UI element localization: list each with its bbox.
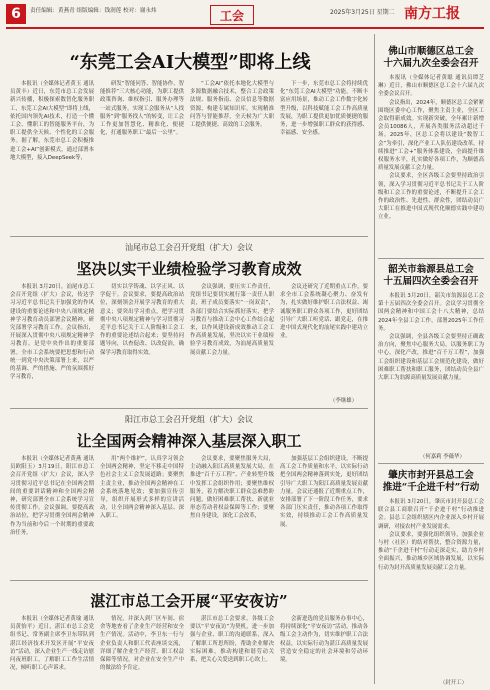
divider <box>10 580 368 581</box>
article2-col2: 切实以学铸魂、以学正风、以学促干。会议要求，要提高政治站位，深刻领会开展学习教育的重大意义；要突出学习重点，把学习贯彻中央八项规定精神与学习贯彻习近平总书记关于工人阶级和工会工作的重要论述结合起来；要坚持问题导向，以查促改、以改促治，确保学习教育取得实效。 <box>100 284 184 356</box>
side2-body: 本报讯 3月20日，韶关市翁源县总工会第十五届四次全委会召开。会议学习贯彻全国两会精神和中国工会十八大精神，总结2024年全县工会工作，部署2025年工作任务。 会议强调，全县各级工会要坚持正确政治方向，聚焦中心服务大局，以服务职工为中心，深化产改，推进“百千万工程”，加强工会组织建设和基层工会规范化建设，做好困难职工帮扶和职工服务，团结动员全县广大职工为翁源高质量发展贡献力量。 <box>378 293 484 382</box>
article3-col4: 加强基层工会组织建设，不断提高工会工作质量和水平，以实际行动把全国两会精神落到实处，更好团结引导广大职工为阳江高质量发展贡献力量。会议还通报了近期重点工作，安排部署了下一阶段工作任务，要求各部门压实责任，推动各项工作取得实效，持续推动工会工作高质量发展。 <box>280 456 368 528</box>
article3-source: 阳江市总工会召开党组（扩大）会议 <box>125 415 253 424</box>
article1-title: “东莞工会AI大模型”即将上线 <box>69 52 311 73</box>
article3-title: 让全国两会精神深入基层深入职工 <box>76 432 302 450</box>
article2-author: （李继雄） <box>330 398 357 404</box>
page-header <box>0 0 490 36</box>
divider <box>378 463 484 464</box>
article3-col2: 用“两个维护”，认真学习领会全国两会精神，坚定不移走中国特色社会主义工会发展道路；要聚焦主责主业，推动全国两会精神在工会系统落地见效；要加强宣传引导，组织开展形式多样的宣讲活动，让全国两会精神深入基层、深入职工。 <box>100 456 184 520</box>
article2-col3: 会议强调，要压实工作责任，党组书记要切实履行第一责任人职责，班子成员要落实“一岗双责”，各部门要结合实际抓好落实，把学习教育与推动工会中心工作结合起来，以作风建设新成效推动工会工作高质量发展，坚决以实干业绩检验学习教育成效，为汕尾高质量发展贡献工会力量。 <box>190 284 274 356</box>
article4-col2: 情况，并深入到厂区车间、宿舍等地查看了企业生产经营和安全生产情况。活动中，李卫东一行与企业负责人和职工代表座谈交流，详细了解企业生产经营、职工权益保障等情况，对企业在安全生产中的做法给予肯定。 <box>100 616 184 672</box>
article4-col1: 本报讯（全媒体记者黄瑜 通讯员黄怡平）近日，湛江市总工会党组书记、常务副主席李卫东带队到湛江经济技术开发区开展“平安夜访”活动，深入企业生产一线走访慰问夜班职工，了解职工工作生活情况，倾听职工心声诉求。 <box>10 616 94 672</box>
editor-credits: 责任编辑：黄燕青 组版编辑：钱润莲 校对：谢永炜 <box>30 8 157 14</box>
section-label: 工会 <box>210 5 254 25</box>
publication-date: 2025年3月25日 星期二 <box>330 9 395 16</box>
masthead-logo: 南方工报 <box>404 6 460 22</box>
article3-col1: 本报讯（全媒体记者黄燕 通讯员欧阳玉）3月19日，阳江市总工会召开党组（扩大）会议，深入学习贯彻习近平总书记在全国两会期间的重要讲话精神和全国两会精神，研究部署全市工会系统学习宣传贯彻工作。会议强调，要提高政治站位，把学习贯彻全国两会精神作为当前和今后一个时期的重要政治任务， <box>10 456 94 536</box>
article1-col2: 研发“智能问答、智能协作、智能推荐”三大核心功能，为职工提供政策咨询、维权指引、服务办理等一站式服务，实现工会服务从“人找服务”到“服务找人”的转变，让工会工作更加智慧化、精准化、便捷化，打通服务职工“最后一公里”。 <box>100 81 184 137</box>
article1-col3: “工会AI”依托本地化大模型与多源数据融合技术，整合工会政策法规、服务指南、会员信息等数据资源，构建专属知识库，实现精准问答与智能推荐，全天候为广大职工提供便捷、高效的工会服务。 <box>190 81 274 129</box>
divider <box>10 408 368 409</box>
article1-col4: 下一步，东莞市总工会将持续优化“东莞工会AI大模型”功能，不断丰富应用场景，推动工会工作数字化转型升级，以科技赋能工会工作高质量发展，为职工提供更加优质便捷的服务，进一步增强职工群众的获得感、幸福感、安全感。 <box>280 81 368 137</box>
article4-title: 湛江市总工会开展“平安夜访” <box>90 592 288 610</box>
article2-source: 汕尾市总工会召开党组（扩大）会议 <box>125 243 253 252</box>
article2-col4: 会议还研究了近期重点工作，要求全市工会系统凝心聚力、奋发有为，扎实做好维护职工合法权益、竭诚服务职工群众各项工作，更好团结引导广大职工听党话、跟党走，在推进中国式现代化的汕尾实践中建功立业。 <box>280 284 368 340</box>
article4-col3: 湛江市总工会要求，各级工会要以“平安夜访”为契机，进一步加强与企业、职工的沟通联系，深入了解职工所思所盼，帮助企业解决实际困难，推动构建和谐劳动关系，把关心关爱送到职工心坎上。 <box>190 616 274 664</box>
page-number: 6 <box>6 4 26 24</box>
header-rule <box>6 27 484 29</box>
side3-author: （封开工） <box>440 680 467 686</box>
side2-title: 韶关市翁源县总工会 十五届四次全委会召开 <box>383 264 479 287</box>
side3-body: 本报讯 3月20日，肇庆市封开县总工会联合县工商联召开“千企进千村”行动推进会。县总工会组织辖区内企业深入乡村开展调研，对接农村产业发展需求。 会议要求，要强化组织领导，加强企业与村（社区）的结对帮扶，整合资源力量，推动“千企进千村”行动走深走实，助力乡村全面振兴，推动城乡区域协调发展，以实际行动为封开高质量发展贡献工会力量。 <box>378 499 484 571</box>
article2-title: 坚决以实干业绩检验学习教育成效 <box>76 260 302 278</box>
column-divider <box>374 34 375 684</box>
article3-col3: 会议要求，要聚焦服务大局，主动融入阳江高质量发展大局，在推进“百千万工程”、产业转型升级中发挥工会组织作用；要聚焦维权服务，着力解决职工群众急难愁盼问题，做好困难职工帮扶、新就业形态劳动者权益保障等工作；要聚焦自身建设，深化工会改革， <box>190 456 274 520</box>
side1-title: 佛山市顺德区总工会 十六届九次全委会召开 <box>383 46 479 69</box>
divider <box>378 258 484 259</box>
article2-col1: 本报讯 3月20日，汕尾市总工会召开党组（扩大）会议，传达学习习近平总书记关于加强党的作风建设的重要论述和中央八项规定精神学习教育动员部署会议精神，研究部署学习教育工作。会议指出，开展深入贯彻中央八项规定精神学习教育，是党中央作出的重要部署。全市工会系统要把思想和行动统一到党中央决策部署上来，以严的基调、严的措施、严的氛围抓好学习教育， <box>10 284 94 381</box>
side1-body: 本报讯（全媒体记者黄聪 通讯员谭芝琳）近日，佛山市顺德区总工会十六届九次全委会议召开。 会议指出，2024年，顺德区总工会紧紧围绕区委中心工作，聚焦主责主业，全区工会取得新成效。实现新突破，全年累计新增会员10086人，开展各类服务活动超过千场。2025年，区总工会将以建设“数智工会”为牵引，深化产业工人队伍建设改革，持续推进“工会+”服务体系建设，全面提升维权服务水平，扎实做好各项工作，为顺德高质量发展贡献工会力量。 会议要求，全区各级工会要坚持政治引领，深入学习贯彻习近平总书记关于工人阶级和工会工作的重要论述，不断提升工会工作的政治性、先进性、群众性，团结动员广大职工在推进中国式现代化顺德实践中建功立业。 <box>378 75 484 221</box>
article4-col4: 会新进选的党员服务办事中心，将持续深化“平安夜访”活动，推动各级工会主动作为，切实维护职工合法权益，以实际行动为湛江高质量发展营造安全稳定的社会环境和劳动环境。 <box>280 616 368 664</box>
side2-author: （何嘉莉 李薇华） <box>420 454 465 460</box>
side3-title: 肇庆市封开县总工会 推进“千企进千村”行动 <box>382 470 480 493</box>
divider <box>10 236 368 237</box>
article1-col1: 本报讯（全媒体记者黄玉 通讯员黄丰）近日，东莞市总工会发展新兴传播，积极探索数智化服务职工，东莞工会AI大模型”即将上线，依托国内领先AI技术，打造一个懂工会、懂职工的智能服务平台，为职工提供全天候、个性化的工会服务。据了解，东莞市总工会积极推进工会+AI”创新模式，通过部署本地大模型，接入DeepSeek等， <box>10 81 94 161</box>
